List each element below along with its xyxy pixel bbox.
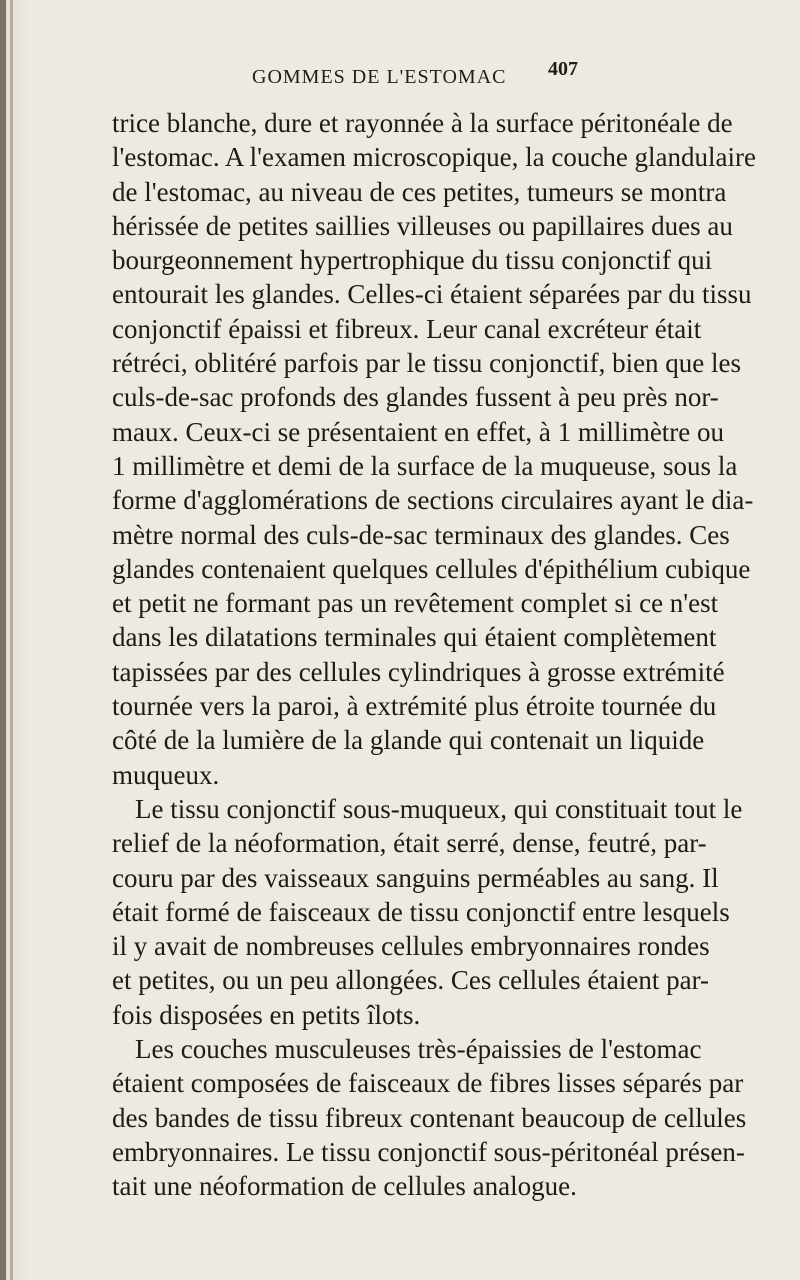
text-line: bourgeonnement hypertrophique du tissu conjonctif qui	[112, 245, 713, 276]
text-line: des bandes de tissu fibreux contenant beaucoup de cellules	[112, 1102, 747, 1133]
text-line: couru par des vaisseaux sanguins perméables au sang. Il	[112, 862, 719, 893]
body-text	[112, 106, 757, 1204]
text-line: trice blanche, dure et rayonnée à la surface péritonéale de	[112, 108, 733, 138]
text-line: glandes contenaient quelques cellules d'épithélium cubique	[112, 553, 751, 584]
text-line: muqueux.	[112, 759, 220, 790]
text-line: tournée vers la paroi, à extrémité plus étroite tournée du	[112, 691, 717, 722]
text-line: Les couches musculeuses très-épaissies de l'estomac	[135, 1034, 702, 1065]
page-number: 407	[548, 58, 578, 80]
text-line: l'estomac. A l'examen microscopique, la couche glandulaire	[112, 142, 757, 173]
text-line: conjonctif épaissi et fibreux. Leur canal excréteur était	[112, 313, 702, 344]
text-line: dans les dilatations terminales qui étaient complètement	[112, 622, 717, 653]
text-line: fois disposées en petits îlots.	[112, 999, 421, 1030]
text-line: étaient composées de faisceaux de fibres lisses séparés par	[112, 1068, 744, 1099]
page-binding-edge	[0, 0, 6, 1280]
page-binding-shadow	[10, 0, 13, 1280]
text-line: il y avait de nombreuses cellules embryonnaires rondes	[112, 931, 710, 962]
text-line: relief de la néoformation, était serré, dense, feutré, par-	[112, 828, 707, 859]
text-line: tapissées par des cellules cylindriques à grosse extrémité	[112, 656, 725, 687]
text-line: côté de la lumière de la glande qui contenait un liquide	[112, 725, 705, 756]
running-title: GOMMES DE L'ESTOMAC	[252, 66, 507, 88]
text-line: maux. Ceux-ci se présentaient en effet, à 1 millimètre ou	[112, 416, 725, 447]
text-line: 1 millimètre et demi de la surface de la muqueuse, sous la	[112, 450, 738, 481]
text-line: et petites, ou un peu allongées. Ces cellules étaient par-	[112, 965, 710, 996]
text-line: était formé de faisceaux de tissu conjonctif entre lesquels	[112, 896, 730, 927]
text-line: de l'estomac, au niveau de ces petites, tumeurs se montra	[112, 176, 727, 207]
page-header	[224, 58, 644, 92]
text-line: et petit ne formant pas un revêtement complet si ce n'est	[112, 588, 719, 619]
text-line: culs-de-sac profonds des glandes fussent à peu près nor-	[112, 382, 719, 413]
text-line: mètre normal des culs-de-sac terminaux des glandes. Ces	[112, 519, 730, 550]
text-line: rétréci, oblitéré parfois par le tissu conjonctif, bien que les	[112, 348, 742, 379]
text-line: embryonnaires. Le tissu conjonctif sous-péritonéal présen-	[112, 1136, 745, 1167]
text-line: Le tissu conjonctif sous-muqueux, qui constituait tout le	[135, 793, 743, 824]
text-line: hérissée de petites saillies villeuses ou papillaires dues au	[112, 210, 733, 241]
text-line: forme d'agglomérations de sections circulaires ayant le dia-	[112, 485, 754, 516]
text-line: tait une néoformation de cellules analogue.	[112, 1171, 577, 1202]
text-line: entourait les glandes. Celles-ci étaient séparées par du tissu	[112, 279, 752, 310]
